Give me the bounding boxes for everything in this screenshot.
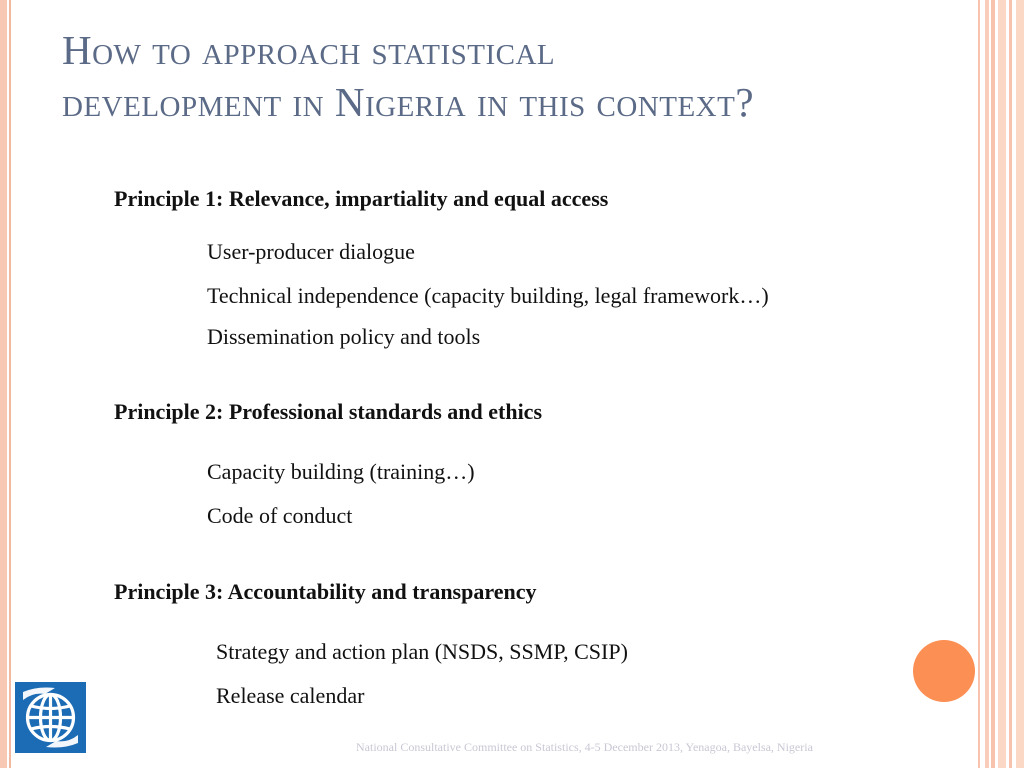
principle-2-heading: Principle 2: Professional standards and ethics <box>114 399 543 424</box>
principle-1-item: User-producer dialogue <box>207 239 415 264</box>
orange-circle-decoration <box>913 640 975 702</box>
principle-2-item: Code of conduct <box>207 503 353 528</box>
right-border-stripe <box>991 0 995 768</box>
right-border-stripe <box>978 0 980 768</box>
slide-title <box>62 24 962 128</box>
slide-title-line-1: How to approach statistical <box>62 27 556 73</box>
right-border-stripe <box>1016 0 1024 768</box>
principle-1-item: Dissemination policy and tools <box>207 324 481 349</box>
principle-1-heading: Principle 1: Relevance, impartiality and equal access <box>114 186 609 211</box>
right-border-stripe <box>998 0 1006 768</box>
left-border-stripe <box>0 0 7 768</box>
principle-3-item: Release calendar <box>216 683 365 708</box>
left-border-line <box>9 0 11 768</box>
principle-2-item: Capacity building (training…) <box>207 459 475 484</box>
right-border-stripe <box>985 0 989 768</box>
principle-1-item: Technical independence (capacity building, legal framework…) <box>207 283 769 308</box>
right-border-stripe <box>1009 0 1012 768</box>
slide-title-line-2: development in Nigeria in this context? <box>62 79 755 125</box>
world-bank-logo <box>15 682 86 753</box>
slide-footer: National Consultative Committee on Statistics, 4-5 December 2013, Yenagoa, Bayelsa, Nigeria <box>356 740 813 754</box>
world-bank-globe-icon <box>15 682 86 753</box>
principle-3-heading: Principle 3: Accountability and transparency <box>114 579 537 604</box>
principle-3-item: Strategy and action plan (NSDS, SSMP, CSIP) <box>216 639 628 664</box>
